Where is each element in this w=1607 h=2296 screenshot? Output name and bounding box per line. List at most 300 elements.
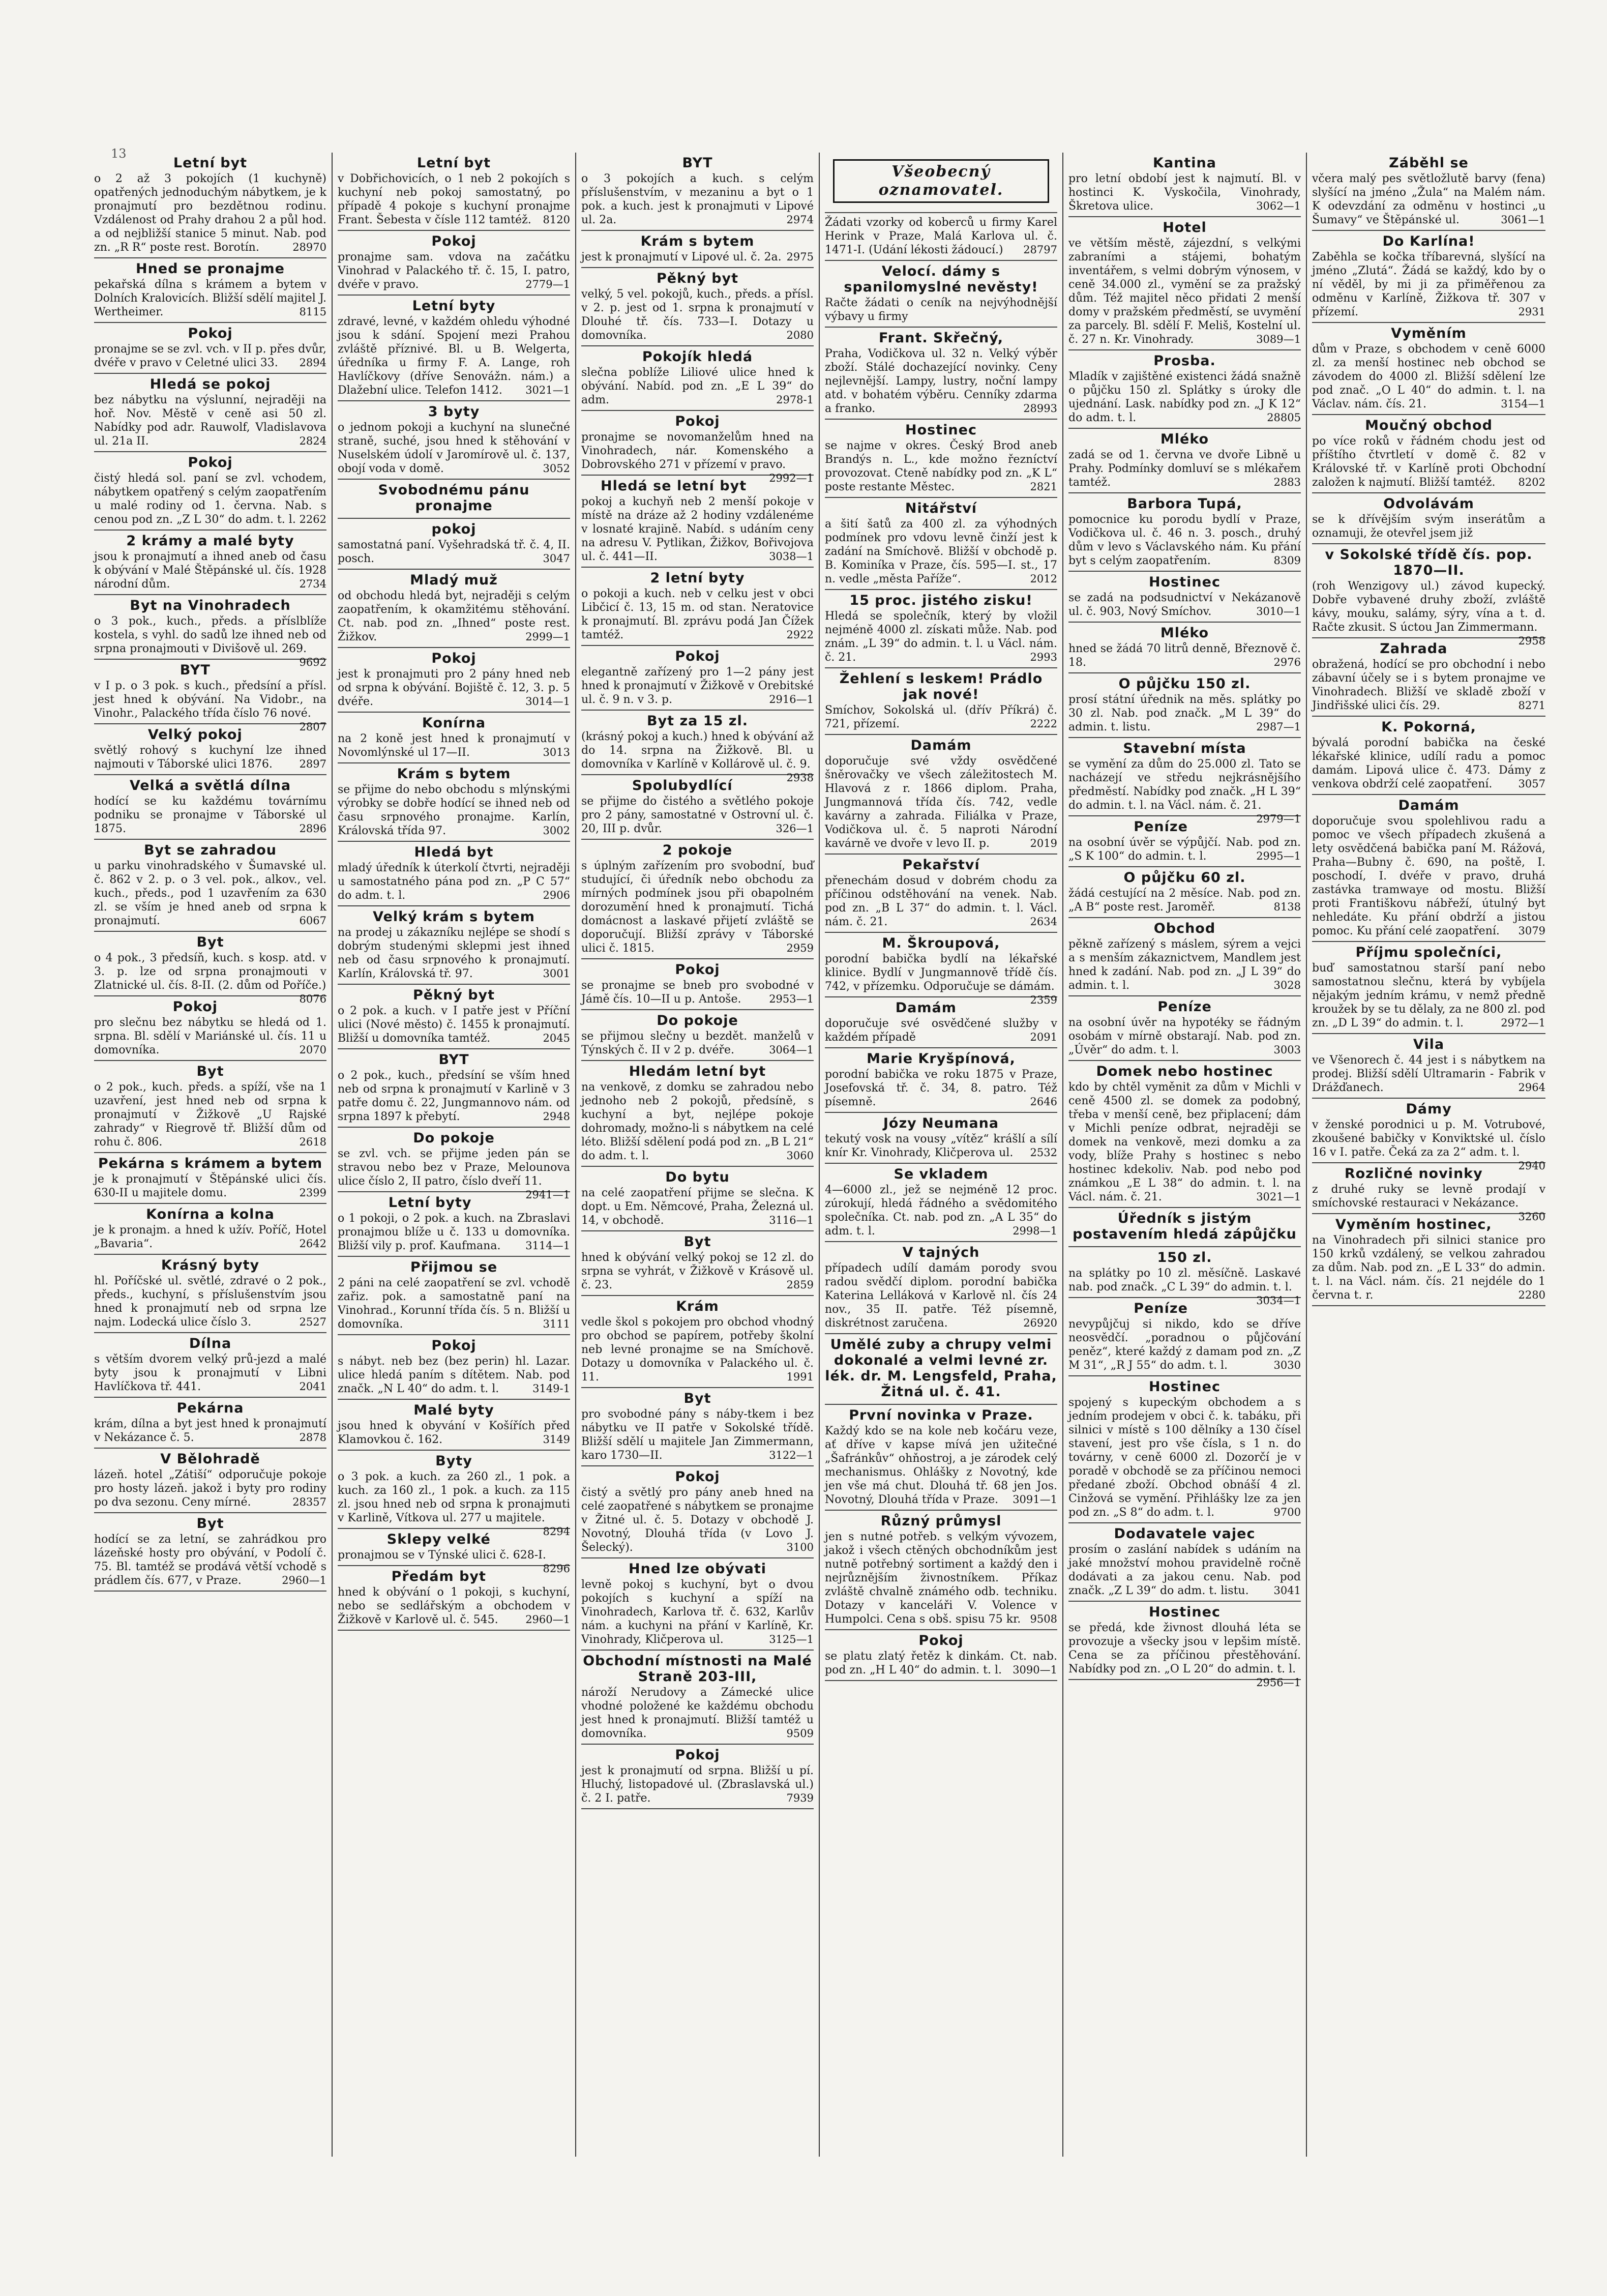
ad-title: Rozličné novinky xyxy=(1344,1166,1483,1182)
ad-body-wrap xyxy=(1068,1396,1301,1519)
ad-text: prosím o zaslání nabídek s udáním na jaké množství mohou pravidelně ročně dodávati a za jakou cenu. Nab. pod značk. „Z L 39“ do adm. t. listu. xyxy=(1068,1543,1301,1597)
ad-body-wrap xyxy=(94,1468,326,1509)
ad-title: 15 proc. jistého zisku! xyxy=(849,593,1033,608)
ad-body-wrap xyxy=(825,1132,1057,1160)
ad-body-wrap xyxy=(825,296,1057,323)
ad-code: 3114—1 xyxy=(525,1240,570,1252)
ad-text: slečna poblíže Liliové ulice hned k obývání. Nabíd. pod zn. „E L 39“ do adm. xyxy=(581,366,814,406)
ad-body-wrap xyxy=(581,794,814,836)
ad-code: 28797 xyxy=(1023,244,1057,256)
classified-ad xyxy=(338,1049,570,1128)
ad-body-wrap xyxy=(1312,736,1545,791)
ad-code: 2964 xyxy=(1518,1081,1545,1094)
classified-ad xyxy=(581,153,814,231)
ad-title: Hledá byt xyxy=(414,844,494,860)
ad-code: 3116—1 xyxy=(769,1214,814,1226)
classified-ad xyxy=(581,646,814,711)
ad-title: Pokojík hledá xyxy=(642,349,753,365)
ad-title: Letní byty xyxy=(388,1195,472,1211)
classified-ad xyxy=(338,1257,570,1335)
ad-body-wrap xyxy=(338,667,570,709)
classified-ad xyxy=(338,713,570,763)
ad-body-wrap xyxy=(1312,658,1545,713)
ad-title: Obchodní místnosti na Malé Straně 203-III, xyxy=(583,1653,812,1685)
ad-title: Hostinec xyxy=(1149,574,1221,590)
classified-ad xyxy=(581,711,814,784)
ad-body-wrap xyxy=(1068,836,1301,863)
ad-title: Pekařství xyxy=(902,857,980,873)
ad-code: 8202 xyxy=(1518,476,1545,488)
ad-body-wrap xyxy=(94,393,326,448)
classified-ad xyxy=(338,1451,570,1538)
ad-title: První novinka v Praze. xyxy=(849,1407,1033,1423)
ad-title: Domek nebo hostinec xyxy=(1096,1064,1273,1079)
ad-title: Do Karlína! xyxy=(1382,233,1475,249)
classified-ad xyxy=(94,660,326,733)
classified-ad xyxy=(338,296,570,401)
classified-ad xyxy=(338,570,570,648)
ad-title: Do pokoje xyxy=(657,1013,738,1028)
ad-title: Spolubydlící xyxy=(632,778,733,793)
ad-title: Barbora Tupá, xyxy=(1127,496,1242,512)
ad-code: 2948 xyxy=(543,1110,570,1123)
ad-title: Byt na Vinohradech xyxy=(130,598,291,613)
ad-code: 3014—1 xyxy=(525,695,570,708)
ad-text: hodící se za letní, se zahrádkou pro lázeňské hosty pro obývání, v Podolí č. 75. Bl. tamtéž se prodává větší vchodě s prádlem čís. 677, v Praze. xyxy=(94,1533,326,1587)
ad-text: na celé zaopatření přijme se slečna. K dopt. u Em. Němcové, Praha, Železná ul. 14, v obchodě. xyxy=(581,1187,814,1227)
ad-body-wrap xyxy=(825,1530,1057,1626)
column-1 xyxy=(89,153,333,2157)
classified-ad xyxy=(1312,415,1545,493)
classified-ad xyxy=(1312,493,1545,544)
ad-body-wrap xyxy=(1312,1053,1545,1095)
classified-ad xyxy=(581,1466,814,1558)
ad-code: 2646 xyxy=(1030,1096,1057,1108)
classified-ad xyxy=(581,476,814,568)
ad-title: Damám xyxy=(895,1000,957,1016)
classified-ad xyxy=(581,1558,814,1651)
ad-body-wrap xyxy=(825,874,1057,929)
ad-code: 2280 xyxy=(1518,1289,1545,1301)
ad-text: se předá, kde živnost dlouhá léta se provozuje a všecky jsou v lepšim místě. Cena se za příčinou přestěhování. Nabídky pod zn. „O L 20“ do admin. t. l. xyxy=(1068,1622,1301,1675)
classified-ad xyxy=(581,1010,814,1061)
ad-text: Račte žádati o ceník na nejvýhodnější výbavy u firmy xyxy=(825,297,1057,323)
ad-text: o 2 pok. a kuch. v I patře jest v Příční ulici (Nové město) č. 1455 k pronajmutí. Bližší u domovníka tamtéž. xyxy=(338,1005,570,1045)
ad-title: Byt xyxy=(683,1391,711,1406)
ad-text: Hledá se společník, který by vložil nejméně 4000 zl. získati může. Nab. pod znám. „L 39“ do admin. t. l. u Václ. nám. č. 21. xyxy=(825,610,1057,664)
classified-ad xyxy=(1068,1061,1301,1208)
ad-body-wrap xyxy=(1312,172,1545,227)
ad-body-wrap xyxy=(825,347,1057,416)
ad-code: 2642 xyxy=(299,1238,326,1250)
ad-text: jsou k pronajmutí a ihned aneb od času k obývání v Malé Štěpánské ul. čís. 1928 národní dům. xyxy=(94,550,326,591)
ad-code: 2821 xyxy=(1030,481,1057,493)
ad-text: 2 páni na celé zaopatření se zvl. vchodě zařiz. pok. a samostatně paní na Vinohrad., Korunní třída čís. 5 n. Bližší u domovníka. xyxy=(338,1277,570,1331)
classified-ad xyxy=(94,932,326,1005)
classified-ad xyxy=(1068,153,1301,217)
ad-body-wrap xyxy=(581,979,814,1006)
classified-ad xyxy=(825,735,1057,855)
classified-ad xyxy=(1312,153,1545,231)
ad-text: o jednom pokoji a kuchyní na slunečné straně, suché, jsou hned k stěhování v Nuselském údolí v Jaromírově ul. č. 137, obojí voda v domě. xyxy=(338,421,570,475)
ad-code: 28993 xyxy=(1023,402,1057,415)
ad-body-wrap xyxy=(94,278,326,319)
classified-ad xyxy=(825,261,1057,328)
ad-code: 8076 xyxy=(299,993,326,1005)
ad-code: 9509 xyxy=(786,1727,814,1740)
classified-ad xyxy=(1312,323,1545,415)
ad-body-wrap xyxy=(825,952,1057,1006)
ad-title: Zahrada xyxy=(1380,641,1448,657)
classified-ad xyxy=(581,775,814,840)
ad-code: 3154—1 xyxy=(1501,398,1545,410)
ad-title: Pokoj xyxy=(918,1633,964,1649)
ad-code: 2953—1 xyxy=(769,993,814,1005)
ad-title: Byt xyxy=(196,1064,224,1079)
ad-code: 2080 xyxy=(786,329,814,341)
page-number: 13 xyxy=(111,146,127,161)
ad-body-wrap xyxy=(825,1424,1057,1507)
ad-body-wrap xyxy=(825,1650,1057,1677)
ad-text: o 4 pok., 3 předsíň, kuch. s kosp. atd. v 3. p. lze od srpna pronajmouti v Zlatnické ul. čís. 8-II. (2. dům od Poříče.) xyxy=(94,952,326,992)
ad-title: Krám s bytem xyxy=(397,766,511,782)
ad-code: 3038—1 xyxy=(769,550,814,563)
ad-code: 3125—1 xyxy=(769,1633,814,1645)
classified-ad xyxy=(338,1400,570,1451)
ad-body-wrap xyxy=(1312,434,1545,489)
classified-ad xyxy=(94,1513,326,1592)
ad-title: Nitářství xyxy=(905,501,977,516)
ad-title: Dodavatele vajec xyxy=(1114,1526,1256,1542)
ad-code: 3100 xyxy=(786,1541,814,1553)
ad-code: 2019 xyxy=(1030,837,1057,849)
classified-ad xyxy=(1068,572,1301,623)
classified-ad xyxy=(1068,918,1301,996)
classified-ad xyxy=(94,1255,326,1333)
classified-ad xyxy=(94,1153,326,1204)
ad-text: o 2 pok., kuch. předs. a spíží, vše na 1 uzavření, jest hned neb od srpna k pronajmutí v Žižkově „U Rajské zahrady“ v Riegrově tř. Bližší dům od rohu č. 806. xyxy=(94,1081,326,1149)
ad-text: s větším dvorem velký prů-jezd a malé byty jsou k pronajmutí v Libni Havlíčkova tř. 441. xyxy=(94,1353,326,1393)
ad-code: 2091 xyxy=(1030,1031,1057,1043)
ad-body-wrap xyxy=(338,250,570,291)
ad-code: 3021—1 xyxy=(1256,1191,1301,1203)
ad-body-wrap xyxy=(338,732,570,759)
ad-body-wrap xyxy=(338,1276,570,1331)
ad-text: nároží Nerudovy a Zámecké ulice vhodné položené ke každému obchodu jest hned k pronajmutí. Bližší tamtéž u domovníka. xyxy=(581,1686,814,1740)
ad-text: se přijme do čistého a světlého pokoje pro 2 pány, samostatné v Ostrovní ul. č. 20, III p. dvůr. xyxy=(581,795,814,835)
ad-title: Józy Neumana xyxy=(883,1115,999,1131)
ad-text: hned k obývání velký pokoj se 12 zl. do srpna se vyhrát, v Žižkově v Krásově ul. č. 23. xyxy=(581,1251,814,1291)
ad-text: velký, 5 vel. pokojů, kuch., předs. a přísl. v 2. p. jest od 1. srpna k pronajmutí v Dlouhé tř. čís. 733—I. Dotazy u domovníka. xyxy=(581,288,814,342)
classified-ad xyxy=(1312,1099,1545,1172)
ad-text: nevypůjčuj si nikdo, kdo se dříve neosvědčí. „poradnou o půjčování peněz“, které každý z damam pod zn. „Z M 31“, „R J 55“ do adm. t. l. xyxy=(1068,1318,1301,1372)
ad-text: čistý a světlý pro pány aneb hned na celé zaopatřené s nábytkem se pronajme v Žitné ul. č. 5. Dotazy v obchodě J. Novotný, Dlouhá třída (v Lovo J. Šelecký). xyxy=(581,1486,814,1554)
ad-title: Pokoj xyxy=(675,1469,720,1485)
classified-ad xyxy=(825,328,1057,420)
ad-body-wrap xyxy=(338,1419,570,1447)
ad-title: Peníze xyxy=(1157,999,1212,1015)
ad-text: Mladík v zajištěné existenci žádá snažně o půjčku 150 zl. Splátky s úroky dle ujednání. Lask. nabídky pod zn. „J K 12“ do adm. t. l. xyxy=(1068,370,1301,424)
classified-ad xyxy=(1312,1163,1545,1223)
ad-text: je k pronajmutí v Štěpánské ulici čís. 630-II u majitele domu. xyxy=(94,1173,326,1199)
ad-text: případech udílí damám porody svou radou svědčí diplom. porodní babička Katerina Lelláková v Karlově nl. čís 24 nov., 35 II. patře. Též písemně, diskrétnost zaručena. xyxy=(825,1262,1057,1330)
column-3 xyxy=(576,153,820,2157)
ad-text: na 2 koně jest hned k pronajmutí v Novomlýnské ul 17—II. xyxy=(338,732,570,759)
ad-code: 2974 xyxy=(786,214,814,226)
ad-body-wrap xyxy=(581,1764,814,1805)
ad-code: 3149 xyxy=(543,1433,570,1446)
ad-code: 8115 xyxy=(299,306,326,318)
ad-text: doporučuje své osvědčené služby v každém případě xyxy=(825,1017,1057,1044)
ad-code: 2399 xyxy=(299,1187,326,1199)
ad-code: 3057 xyxy=(1518,778,1545,790)
classified-ad xyxy=(94,595,326,668)
ad-title: Krásný byty xyxy=(161,1257,260,1273)
ad-code: 2070 xyxy=(299,1044,326,1056)
ad-title: Pokoj xyxy=(431,651,477,666)
ad-code: 2894 xyxy=(299,357,326,369)
classified-ad xyxy=(1068,1523,1301,1602)
ad-code: 28357 xyxy=(292,1496,326,1508)
ad-body-wrap xyxy=(338,315,570,397)
ad-text: se k dřívějším svým inserátům a oznamuji, že otevřel jsem již xyxy=(1312,513,1545,540)
ad-title: V tajných xyxy=(902,1245,980,1260)
ad-text: pronajme sam. vdova na začátku Vinohrad v Palackého tř. č. 15, I. patro, dvéře v pravo. xyxy=(338,251,570,291)
ad-body-wrap xyxy=(1068,1543,1301,1598)
ad-code: 2262 xyxy=(299,513,326,525)
ad-title: Do bytu xyxy=(665,1169,730,1185)
ad-body-wrap xyxy=(1068,642,1301,669)
ad-code: 2938 xyxy=(786,772,814,784)
ad-body-wrap xyxy=(1068,693,1301,734)
ad-body-wrap xyxy=(825,1183,1057,1238)
ad-body-wrap xyxy=(338,1147,570,1201)
ad-text: po více roků v řádném chodu jest od příštího čtvrtletí v domě č. 82 v Královské tř. v Karlíně proti Obchodní založen k najmutí. Bližší tamtéž. xyxy=(1312,435,1545,489)
ad-text: krám, dílna a byt jest hned k pronajmutí v Nekázance č. 5. xyxy=(94,1418,326,1444)
ad-title: Velký krám s bytem xyxy=(373,909,535,925)
ad-code: 8271 xyxy=(1518,699,1545,712)
ad-text: o pokoji a kuch. neb v celku jest v obci Libčicí č. 13, 15 m. od stan. Neratovice k pronajmutí. Bl. zprávu podá Jan Čížek tamtéž. xyxy=(581,587,814,641)
ad-title: Byt xyxy=(683,1234,711,1250)
classified-ad xyxy=(1312,795,1545,942)
ad-title: Velký pokoj xyxy=(147,727,243,743)
ad-text: o 3 pok., kuch., předs. a příslblíže kostela, s vyhl. do sadů lze ihned neb od srpna pronajmouti v Divišově ul. 269. xyxy=(94,615,326,655)
ad-body-wrap xyxy=(825,1017,1057,1044)
ad-code: 3149-1 xyxy=(532,1382,570,1395)
classified-ad xyxy=(581,1167,814,1231)
ad-body-wrap xyxy=(581,1251,814,1292)
ad-title: 2 krámy a malé byty xyxy=(126,533,294,549)
classified-ad xyxy=(94,724,326,775)
ad-code: 2959 xyxy=(786,942,814,954)
ad-body-wrap xyxy=(94,859,326,928)
ad-title: Hostinec xyxy=(1149,1379,1221,1395)
classified-ad xyxy=(1068,867,1301,918)
ad-code: 8309 xyxy=(1273,554,1301,567)
classified-ad xyxy=(581,346,814,411)
classified-ad xyxy=(94,153,326,258)
ad-body-wrap xyxy=(1068,1080,1301,1204)
ad-title: Frant. Skřečný, xyxy=(878,330,1004,346)
classified-ad xyxy=(581,1231,814,1296)
ad-code: 2045 xyxy=(543,1032,570,1044)
ad-body-wrap xyxy=(94,1016,326,1057)
ad-title: 3 byty xyxy=(428,404,480,420)
ad-body-wrap xyxy=(94,951,326,1005)
ad-body-wrap xyxy=(1068,887,1301,914)
classified-ad xyxy=(1068,623,1301,673)
ad-code: 2998—1 xyxy=(1013,1225,1057,1237)
ad-text: Každý kdo se na kole neb kočáru veze, ať dříve v kapse mívá jen užitečné „Šafránkův“ ohňostroj, a je zárodek celý mechanismus. Ohlášky z Novotný, kde jen vše má chut. Dlouhá tř. 68 jen Jos. Novotný, Dlouhá třída v Praze. xyxy=(825,1425,1057,1506)
ad-body-wrap xyxy=(94,172,326,254)
ad-text: na splátky po 10 zl. měsíčně. Laskavé nab. pod značk. „C L 39“ do admin. t. l. xyxy=(1068,1267,1301,1293)
ad-code: 326—1 xyxy=(776,822,814,835)
column-2 xyxy=(333,153,576,2157)
classified-ad xyxy=(1068,1208,1301,1247)
ad-code: 6067 xyxy=(299,915,326,927)
ad-body-wrap xyxy=(1312,250,1545,319)
ad-text: Žádati vzorky od koberců u firmy Karel Herink v Praze, Malá Karlova ul. č. 1471-I. (Udání lékosti žádoucí.) xyxy=(825,216,1057,256)
ad-text: pro letní období jest k najmutí. Bl. v hostinci K. Vyskočila, Vinohrady, Škretova ulice. xyxy=(1068,172,1301,213)
ad-text: lázeň. hotel „Zátiší“ odporučuje pokoje pro hosty lázeň. jakož i byty pro rodiny po dva sezonu. Ceny mírné. xyxy=(94,1468,326,1509)
ad-text: u parku vinohradského v Šumavské ul. č. 862 v 2. p. o 3 vel. pok., alkov., vel. kuch., předs., pod 1 uzavřením za 630 zl. se vším je hned aneb od srpna k pronajmutí. xyxy=(94,860,326,927)
ad-body-wrap xyxy=(1068,1267,1301,1307)
ad-title: M. Škroupová, xyxy=(882,935,1000,951)
ad-title: Byt xyxy=(196,934,224,950)
ad-text: (roh Wenzigovy ul.) závod kupecký. Dobře vybavené druhy zboží, zvláště kávy, mouku, salámy, sýry, vína a t. d. Račte zkusit. S úctou Jan Zimmermann. xyxy=(1312,580,1545,634)
ad-code: 3003 xyxy=(1273,1044,1301,1056)
ad-code: 3052 xyxy=(543,462,570,475)
ad-code: 2941—1 xyxy=(525,1189,570,1201)
ad-code: 3013 xyxy=(543,746,570,758)
ad-text: se přijmou slečny u bezdět. manželů v Týnských č. II v 2 p. dvéře. xyxy=(581,1030,814,1056)
ad-code: 3062—1 xyxy=(1256,200,1301,212)
ad-text: obražená, hodící se pro obchodní i nebo zábavní účely se i s bytem pronajme ve Vinohradech. Bližší ve skladě zboží v Jindřišské ulici čís. 29. xyxy=(1312,658,1545,712)
ad-body-wrap xyxy=(94,472,326,526)
ad-text: na osobní úvěr se výpůjčí. Nab. pod zn. „S K 100“ do admin. t. l. xyxy=(1068,836,1301,863)
ad-title: Velká a světlá dílna xyxy=(129,778,291,793)
ad-title: Letní byt xyxy=(173,155,248,171)
ad-code: 3010—1 xyxy=(1256,605,1301,617)
ad-title: Odvolávám xyxy=(1383,496,1474,512)
ad-text: na prodej u zákazníku nejlépe se shodí s dobrým studenými sklepmi jest ihned neb od času srpnového k pronajmutí. Karlín, Královská tř. 97. xyxy=(338,926,570,980)
ad-code: 2878 xyxy=(299,1431,326,1444)
ad-title: Předám byt xyxy=(391,1569,486,1584)
classified-ad xyxy=(581,1745,814,1809)
ad-text: pro svobodné pány s náby-tkem i bez nábytku ve II patře v Sokolské třídě. Bližší sdělí u majitele Jan Zimmermann, karo 1730—II. xyxy=(581,1408,814,1462)
ad-body-wrap xyxy=(825,1068,1057,1109)
ad-text: dům v Praze, s obchodem v ceně 6000 zl. za menší hostinec neb obchod se závodem do 4000 zl. Bližší sdělení lze pod znač. „O L 40“ do admin. t. l. na Václav. nám. čís. 21. xyxy=(1312,343,1545,410)
ad-title: Mléko xyxy=(1160,431,1209,447)
ad-code: 2222 xyxy=(1030,718,1057,730)
classified-ad xyxy=(1068,350,1301,429)
ad-text: a šití šatů za 400 zl. za výhodných podmínek pro vdovu levně činží jest k zadání na Smíchově. Bližší v obchodě p. B. Kominíka v Praze, čís. 595—I. st., 17 n. vedle „města Paříže“. xyxy=(825,518,1057,585)
ad-title: Dílna xyxy=(189,1336,232,1351)
ad-body-wrap xyxy=(581,430,814,484)
ad-title: Hledá se pokoj xyxy=(150,376,271,392)
ad-body-wrap xyxy=(581,172,814,227)
ad-text: hned se žádá 70 litrů denně, Březnově č. 18. xyxy=(1068,642,1301,669)
ad-body-wrap xyxy=(338,589,570,644)
classified-ad xyxy=(1068,217,1301,350)
ad-body-wrap xyxy=(581,1080,814,1163)
ad-title: Pěkný byt xyxy=(656,271,739,286)
ad-code: 2896 xyxy=(299,822,326,835)
ad-text: jen s nutné potřeb. s velkým vývozem, jakož i všech ctěných obchodníkům jest nutně potřebný sortiment a každý den i nejrůznějším živnostníkem. Příkaz zvláště chvalně známého odb. techniku. Dotazy v kanceláři V. Volence v Humpolci. Cena s obš. spisu 75 kr. xyxy=(825,1530,1057,1626)
column-6 xyxy=(1307,153,1551,2157)
ad-body-wrap xyxy=(581,287,814,342)
classified-ad xyxy=(94,258,326,323)
ad-body-wrap xyxy=(1312,961,1545,1030)
ad-title: Pokoj xyxy=(188,326,233,341)
ad-title: Se vkladem xyxy=(894,1166,989,1182)
ad-code: 8120 xyxy=(543,214,570,226)
classified-ad xyxy=(581,268,814,346)
classified-ad xyxy=(825,1113,1057,1164)
ad-text: o 2 až 3 pokojích (1 kuchyně) opatřených jednoduchým nábytkem, je k pronajmutí pro bezdětnou rodinu. Vzdálenost od Prahy drahou 2 a půl hod. a od nejbližší stanice 5 minut. Nab. pod zn. „R R“ poste rest. Borotín. xyxy=(94,172,326,254)
classified-ad xyxy=(338,153,570,231)
ad-code: 2972—1 xyxy=(1501,1017,1545,1029)
ad-code: 3028 xyxy=(1273,979,1301,991)
ad-body-wrap xyxy=(338,1212,570,1253)
ad-code: 3111 xyxy=(543,1318,570,1330)
ad-text: v I p. o 3 pok. s kuch., předsíní a přísl. jest hned k obývání. Na Vidobr., na Vinohr., Palackého třída číslo 76 nové. xyxy=(94,680,326,720)
ad-text: se vymění za dům do 25.000 zl. Tato se nacházejí ve středu nejkrásnějšího předměstí. Nabídky pod značk. „H L 39“ do admin. t. l. na Václ. nám. č. 21. xyxy=(1068,758,1301,812)
classified-ad xyxy=(825,855,1057,933)
classified-ad xyxy=(581,1388,814,1466)
ad-body-wrap xyxy=(338,1548,570,1575)
ad-code: 2976 xyxy=(1273,656,1301,668)
ad-title: Pokoj xyxy=(675,414,720,429)
ad-body-wrap xyxy=(1312,579,1545,647)
ad-title: Letní byty xyxy=(412,298,496,314)
ad-text: ve Všenorech č. 44 jest i s nábytkem na prodej. Bližší sdělí Ultramarin - Fabrik v Drážďanech. xyxy=(1312,1054,1545,1094)
ad-body-wrap xyxy=(1312,1118,1545,1172)
ad-body-wrap xyxy=(581,730,814,784)
ad-title: Pokoj xyxy=(675,1747,720,1763)
ad-code: 2527 xyxy=(299,1316,326,1328)
ad-title: Konírna xyxy=(422,715,486,731)
ad-text: je k pronajm. a hned k užív. Poříč, Hotel „Bavaria“. xyxy=(94,1224,326,1250)
ad-text: elegantně zařízený pro 1—2 pány jest hned k pronajmutí v Žižkově v Orebitské ul. č. 9 n. v 3. p. xyxy=(581,666,814,706)
ad-body-wrap xyxy=(1068,1016,1301,1057)
classified-ad xyxy=(825,498,1057,590)
classified-ad xyxy=(338,1566,570,1631)
ad-text: pokoj a kuchyň neb 2 menší pokoje v místě na dráze až 2 hodiny vzdálenéme v losnaté krajině. Nabíd. s udáním ceny na adresu V. Pytlikan, Žižkov, Bořivojova ul. č. 441—II. xyxy=(581,495,814,563)
ad-text: samostatná paní. Vyšehradská tř. č. 4, II. posch. xyxy=(338,539,570,565)
ad-body-wrap xyxy=(94,679,326,733)
ad-code: 2922 xyxy=(786,629,814,641)
ad-code: 2859 xyxy=(786,1279,814,1291)
classified-ad xyxy=(825,1334,1057,1405)
ad-code: 2995—1 xyxy=(1256,850,1301,862)
ad-text: v Dobřichovicích, o 1 neb 2 pokojích s kuchyní neb pokoj samostatný, po případě 4 pokoje s kuchyní pronajme Frant. Šebesta v čísle 112 tamtéž. xyxy=(338,172,570,226)
ad-title: Pokoj xyxy=(675,649,720,664)
classified-ad xyxy=(94,1449,326,1513)
classified-ad xyxy=(581,1651,814,1745)
classified-ad xyxy=(1068,673,1301,738)
ad-code: 2532 xyxy=(1030,1146,1057,1159)
ad-code: 7939 xyxy=(786,1792,814,1804)
ad-body-wrap xyxy=(94,744,326,771)
classified-ad xyxy=(825,153,1057,213)
ad-text: pomocnice ku porodu bydlí v Praze, Vodičkova ul. č. 46 n. 3. posch., druhý dům v levo s Václavského nám. Ku přání byt s celým zaopatřením. xyxy=(1068,513,1301,567)
classified-ad xyxy=(825,668,1057,735)
ad-code: 3064—1 xyxy=(769,1044,814,1056)
ad-code: 1991 xyxy=(786,1371,814,1383)
ad-code: 2978-1 xyxy=(776,394,814,406)
ad-title: Moučný obchod xyxy=(1365,418,1493,433)
